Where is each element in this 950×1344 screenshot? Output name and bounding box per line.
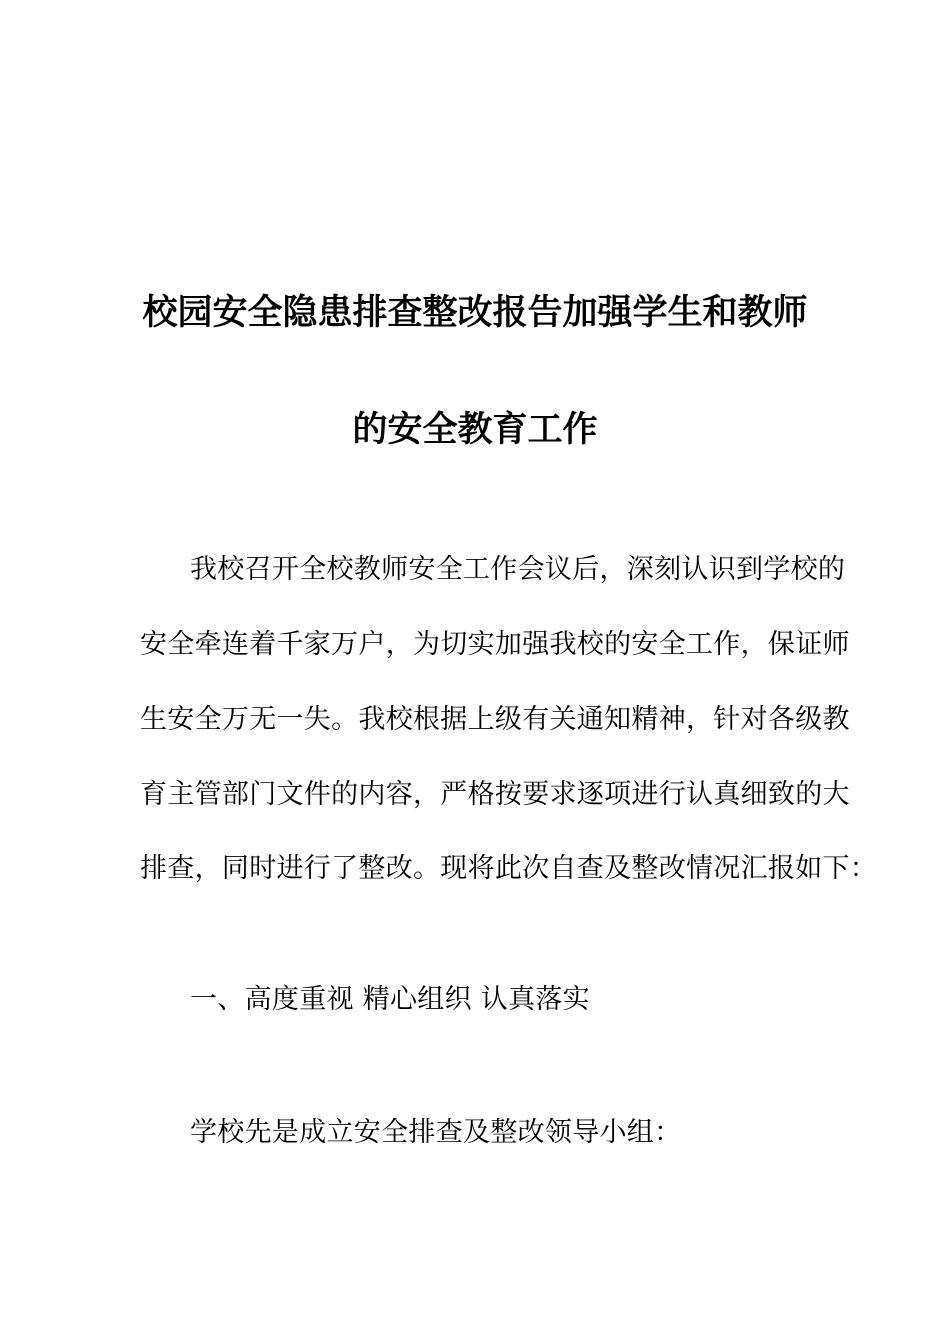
intro-paragraph-line-3: 生安全万无一失。我校根据上级有关通知精神，针对各级教 <box>140 704 850 735</box>
section-paragraph-line-1: 学校先是成立安全排查及整改领导小组： <box>190 1117 682 1148</box>
intro-paragraph-line-5: 排查，同时进行了整改。现将此次自查及整改情况汇报如下： <box>140 853 878 884</box>
document-title-line-1: 校园安全隐患排查整改报告加强学生和教师 <box>142 293 808 333</box>
intro-paragraph-line-1: 我校召开全校教师安全工作会议后，深刻认识到学校的 <box>190 554 846 585</box>
intro-paragraph-line-2: 安全牵连着千家万户，为切实加强我校的安全工作，保证师 <box>140 629 850 660</box>
document-title-line-2: 的安全教育工作 <box>352 410 598 450</box>
section-heading: 一、高度重视 精心组织 认真落实 <box>190 984 590 1015</box>
intro-paragraph-line-4: 育主管部门文件的内容，严格按要求逐项进行认真细致的大 <box>140 779 850 810</box>
